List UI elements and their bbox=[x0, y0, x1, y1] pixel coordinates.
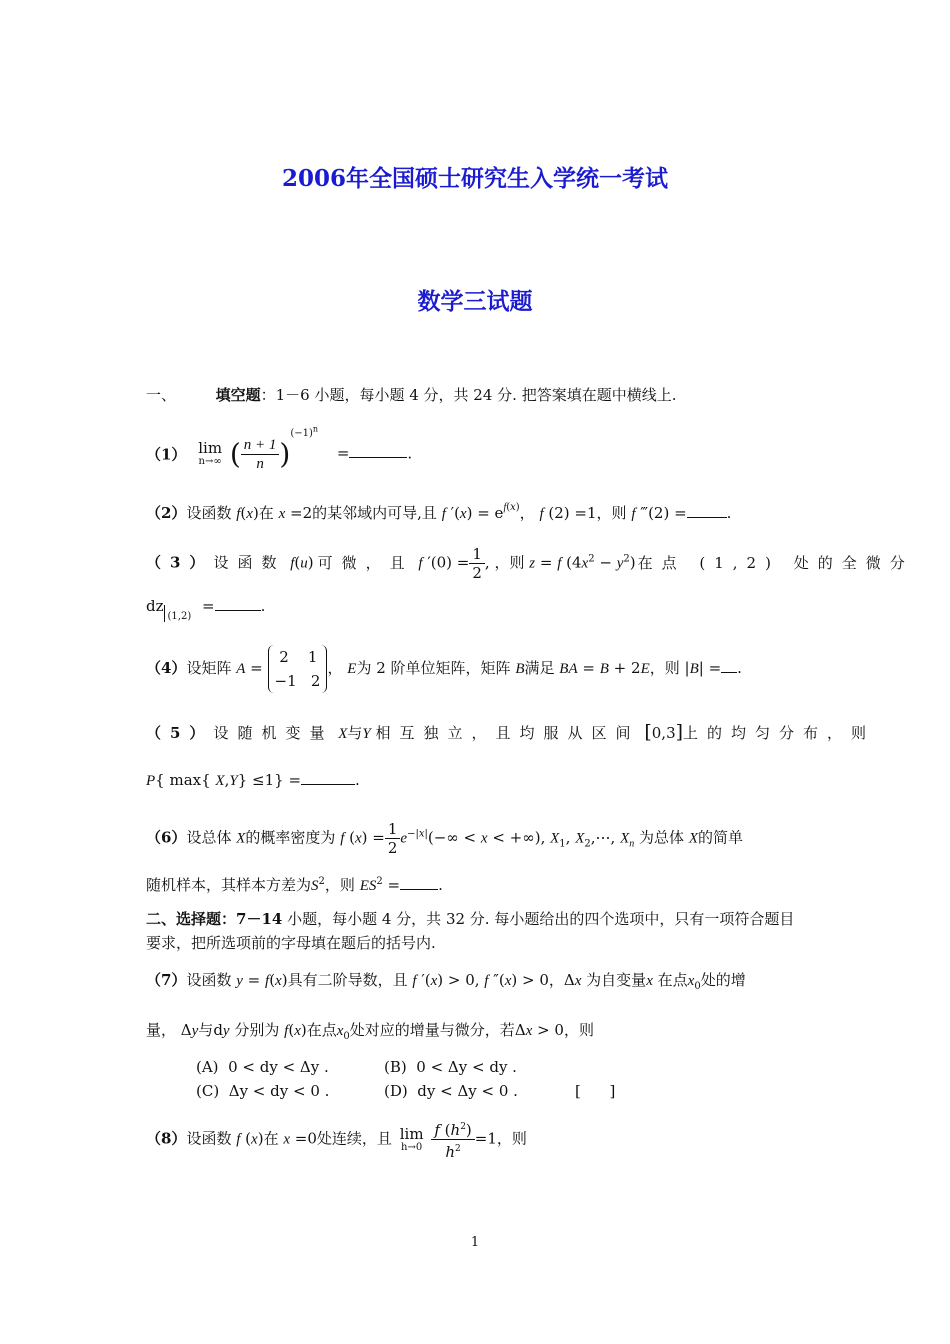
question-4: （4）设矩阵 A = 2 1 −1 2 ， E为 2 阶单位矩阵，矩阵 B满足 BA = B + 2E，则 |B| = . bbox=[146, 645, 742, 693]
q4-label: （4） bbox=[146, 659, 187, 677]
question-3-cont: $dz_{(1,2)}$ = . bbox=[146, 597, 266, 622]
section2-instructions-2: 要求，把所选项前的字母填在题后的括号内. bbox=[146, 934, 436, 952]
section2-instructions: 小题，每小题 4 分，共 32 分. 每小题给出的四个选项中，只有一项符合题目 bbox=[282, 910, 795, 928]
q2-text-a: 设函数 bbox=[186, 504, 232, 522]
q7-option-c[interactable] bbox=[196, 1082, 329, 1100]
q7-text-k: ，则 bbox=[563, 1021, 594, 1039]
q6-text-f: ，则 bbox=[324, 876, 355, 894]
section2-heading bbox=[146, 909, 794, 929]
q8-text-c: 处连续，且 bbox=[316, 1129, 392, 1148]
q3-label: （3） bbox=[146, 553, 214, 572]
q6-text-a: 设总体 bbox=[186, 828, 232, 847]
q6-text-d: 的简单 bbox=[698, 828, 744, 847]
q3-text-d: 在点 (1,2) 处的全微分 bbox=[637, 553, 914, 572]
q5-text-c: 上的均匀分布，则 bbox=[683, 724, 876, 742]
question-3: （3）设函数 f(u) 可微，且 f ′(0) = $\frac{1}{2}$ , ，则 z = f $(4x^2 - y^2)$ 在点 (1,2) 处的全微分 bbox=[146, 545, 914, 582]
question-1: （1） lim n→∞ ( $\frac{n + 1}{n}$ )$^{(-1)^n}$ = . bbox=[146, 425, 413, 472]
q7-option-d[interactable] bbox=[384, 1082, 518, 1100]
q4-text-d: 满足 bbox=[524, 659, 555, 677]
q7-option-a-letter: (A) bbox=[196, 1058, 219, 1076]
section2-title: 二、选择题 bbox=[146, 910, 222, 928]
q7-answer-bracket[interactable]: [ ] bbox=[575, 1082, 616, 1100]
question-5: （5）设随机变量 X与Y 相互独立，且均服从区间 [0,3]上的均匀分布，则 bbox=[146, 721, 876, 743]
q2-label: （2） bbox=[146, 504, 187, 522]
q7-label: （7） bbox=[146, 971, 187, 989]
q7-option-b-letter: (B) bbox=[384, 1058, 407, 1076]
q2-text-c: 的某邻域内可导,且 bbox=[312, 504, 437, 522]
question-7: （7）设函数 y = f(x)具有二阶导数，且 f ′(x) > 0, f ″(x) > 0，Δx 为自变量x 在点$x_0$处的增 bbox=[146, 971, 746, 992]
q1-lim-sub: n→∞ bbox=[198, 456, 222, 468]
q8-text-b: 在 bbox=[263, 1129, 279, 1148]
section2-heading-cont bbox=[146, 933, 436, 953]
q3-text-c: ，则 bbox=[494, 553, 525, 572]
question-6: （6）设总体 X的概率密度为 f (x) = $\frac{1}{2}$ $e^{-|x|}(-\infty < x$ < +∞), $X_1$, $X_2,\cdots$, $X_n$ 为总体 X的简单 bbox=[146, 820, 744, 857]
q6-label: （6） bbox=[146, 828, 187, 847]
question-7-cont: 量， Δy与dy 分别为 f(x)在点$x_0$处对应的增量与微分，若Δx > 0，则 bbox=[146, 1021, 594, 1042]
section1-instructions: ：1－6 小题，每小题 4 分，共 24 分. 把答案填在题中横线上. bbox=[260, 386, 677, 404]
q8-text-a: 设函数 bbox=[186, 1129, 232, 1148]
q4-text-e: ，则 bbox=[649, 659, 680, 677]
q7-option-c-expr: Δy < dy < 0 . bbox=[228, 1082, 330, 1100]
q7-option-a-expr: 0 < dy < Δy . bbox=[228, 1058, 329, 1076]
section1-title: 填空题 bbox=[215, 386, 261, 404]
q5-text-a: 设随机变量 bbox=[213, 724, 334, 742]
page-number: 1 bbox=[470, 1235, 480, 1250]
q6-text-b: 的概率密度为 bbox=[245, 828, 336, 847]
question-5-cont: P{ max{ X,Y} ≤1} = . bbox=[146, 771, 360, 789]
question-6-cont: 随机样本，其样本方差为$S^2$，则 $ES^2$ = . bbox=[146, 876, 443, 894]
q5-text-b: 相互独立，且均服从区间 bbox=[375, 724, 640, 742]
q7-option-d-expr: dy < Δy < 0 . bbox=[417, 1082, 518, 1100]
q6-text-e: 随机样本，其样本方差为 bbox=[146, 876, 312, 894]
section2-range: ：7－14 bbox=[221, 910, 283, 928]
q2-text-b: 在 bbox=[258, 504, 274, 522]
q7-text-e: 处的增 bbox=[700, 971, 746, 989]
q7-option-b[interactable] bbox=[384, 1058, 517, 1076]
q4-text-b: ， bbox=[327, 659, 343, 677]
q7-text-j: 处对应的增量与微分，若 bbox=[349, 1021, 515, 1039]
exam-subtitle: 数学三试题 bbox=[417, 288, 533, 315]
q1-lim: lim bbox=[198, 439, 223, 458]
q7-text-i: 在点 bbox=[306, 1021, 337, 1039]
q6-text-c: 为总体 bbox=[639, 828, 685, 847]
q8-text-d: ，则 bbox=[496, 1129, 527, 1148]
q7-option-a[interactable] bbox=[196, 1058, 329, 1076]
question-2: （2）设函数 f(x)在 x =2的某邻域内可导,且 f $'(x) = e^{f(x)}$， f (2) =1，则 f ‴(2) = . bbox=[146, 502, 732, 522]
q7-option-d-letter: (D) bbox=[384, 1082, 408, 1100]
exam-title: 2006年全国硕士研究生入学统一考试 bbox=[281, 165, 668, 192]
q7-text-a: 设函数 bbox=[186, 971, 232, 989]
q3-text-b: 可微，且 bbox=[317, 553, 414, 572]
q8-label: （8） bbox=[146, 1129, 187, 1148]
q7-option-b-expr: 0 < Δy < dy . bbox=[416, 1058, 517, 1076]
q7-text-h: 分别为 bbox=[234, 1021, 280, 1039]
q2-text-d: ，则 bbox=[596, 504, 627, 522]
section1-number: 一、 bbox=[146, 386, 177, 404]
q3-text-a: 设函数 bbox=[213, 553, 286, 572]
q5-label: （5） bbox=[146, 724, 214, 742]
q7-text-f: 量， bbox=[146, 1021, 177, 1039]
q1-label: （1） bbox=[146, 445, 187, 464]
question-8: （8）设函数 f (x)在 x =0处连续，且 lim h→0 $\frac{f (h^2)}{h^2}$ =1，则 bbox=[146, 1118, 527, 1161]
section1-heading bbox=[146, 385, 676, 405]
q7-text-d: 在点 bbox=[657, 971, 688, 989]
q4-text-c: 为 2 阶单位矩阵，矩阵 bbox=[356, 659, 511, 677]
q7-text-g: 与 bbox=[198, 1021, 214, 1039]
q7-text-c: 为自变量 bbox=[586, 971, 647, 989]
q4-text-a: 设矩阵 bbox=[186, 659, 232, 677]
q7-text-b: 具有二阶导数，且 bbox=[287, 971, 408, 989]
q7-option-c-letter: (C) bbox=[196, 1082, 220, 1100]
